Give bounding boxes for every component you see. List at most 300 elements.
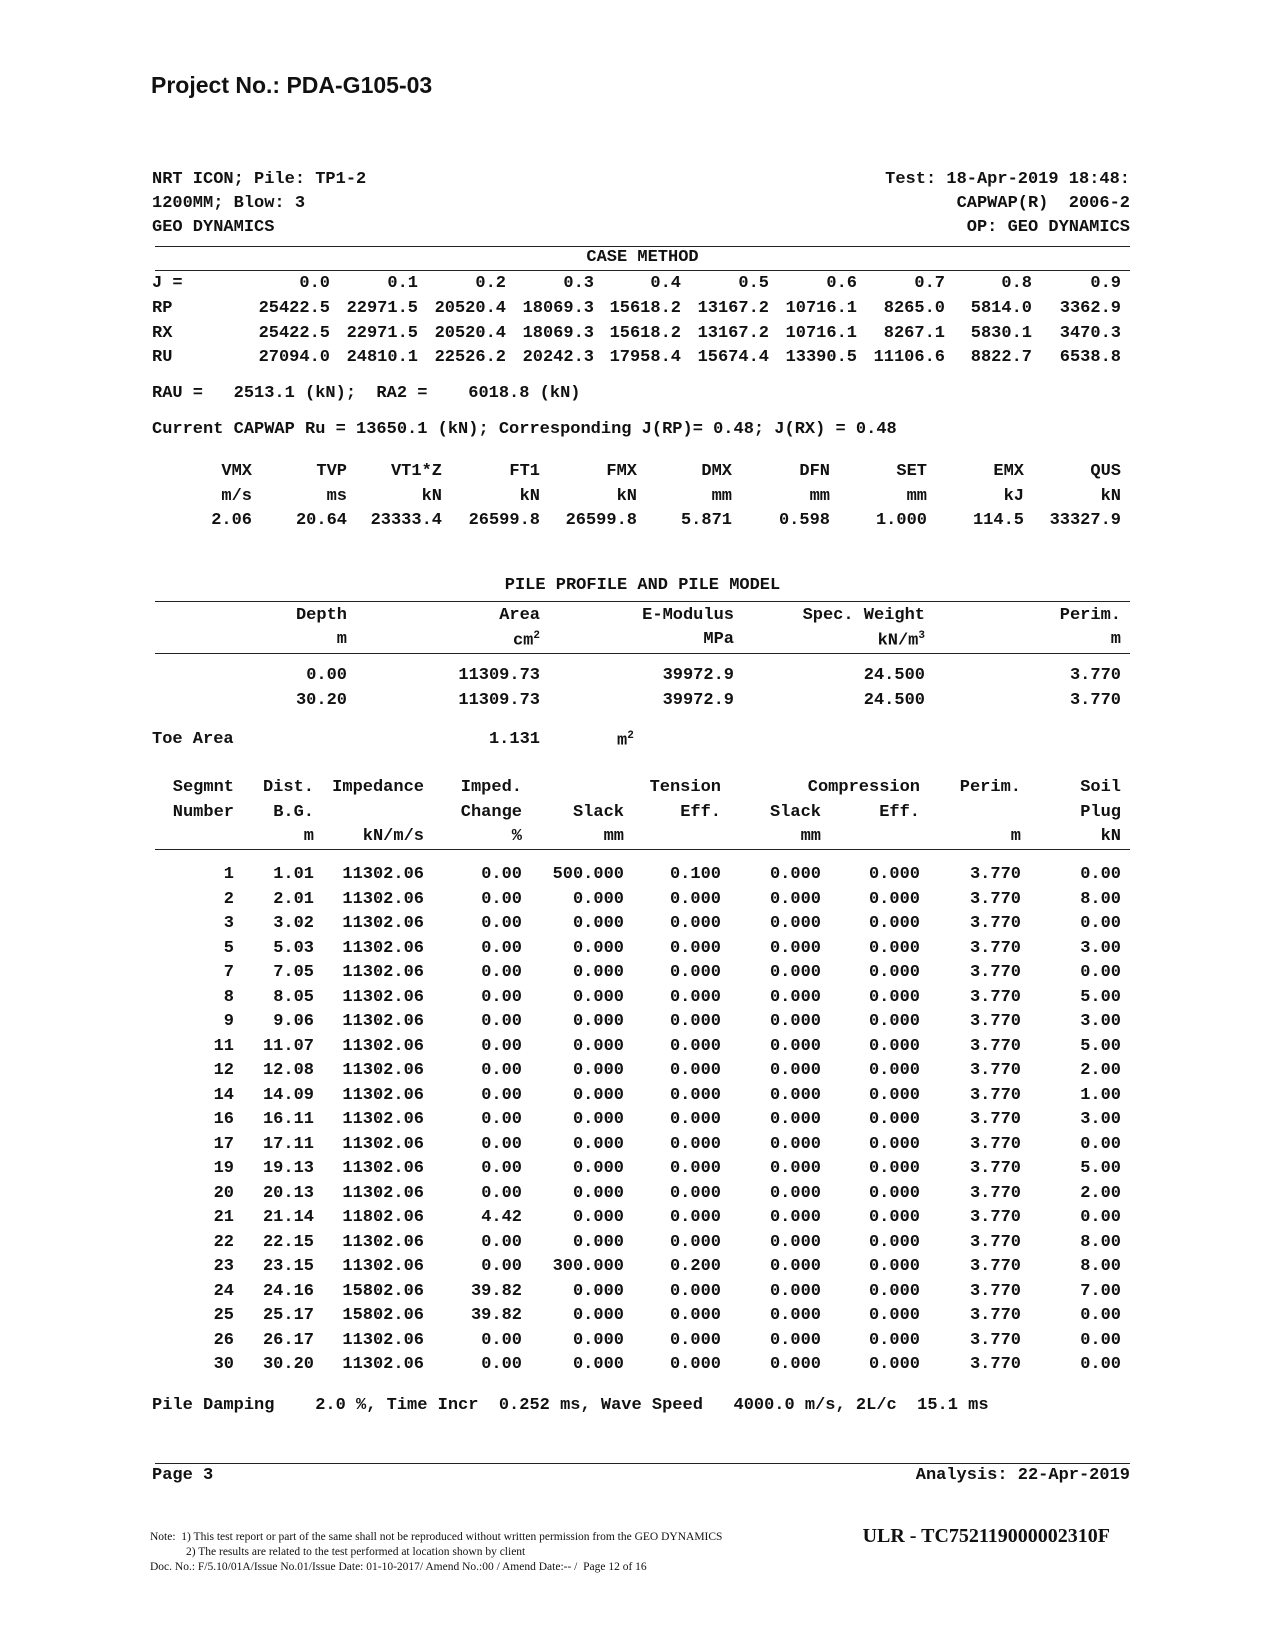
profile-header: Spec. Weight bbox=[802, 606, 925, 625]
segment-cell: 8.00 bbox=[1080, 889, 1121, 909]
profile-header: E-Modulus bbox=[642, 606, 734, 625]
segment-cell: 17.11 bbox=[262, 1134, 314, 1154]
segment-cell: 3.770 bbox=[969, 1134, 1021, 1154]
segment-cell: 0.000 bbox=[572, 1159, 624, 1178]
case-row-value: 18069.3 bbox=[522, 323, 594, 343]
case-row-label: RP bbox=[152, 299, 173, 318]
case-row-value: 10716.1 bbox=[785, 299, 857, 318]
summary-unit: kN bbox=[616, 486, 637, 506]
case-row-value: 13167.2 bbox=[697, 299, 769, 318]
segment-header: Segmnt bbox=[172, 778, 234, 797]
profile-cell: 39972.9 bbox=[662, 666, 734, 685]
case-row-value: 5830.1 bbox=[970, 323, 1032, 343]
segment-cell: 0.000 bbox=[572, 963, 624, 982]
segment-cell: 16 bbox=[213, 1110, 234, 1129]
segment-cell: 0.000 bbox=[769, 1134, 821, 1154]
segment-cell: 11302.06 bbox=[342, 1134, 424, 1154]
profile-header: Depth bbox=[295, 606, 347, 625]
segment-cell: 0.000 bbox=[868, 1110, 920, 1129]
divider bbox=[155, 653, 1130, 654]
segment-cell: 24 bbox=[213, 1281, 234, 1301]
segment-cell: 3.770 bbox=[969, 1306, 1021, 1325]
summary-unit: kN bbox=[519, 486, 540, 506]
divider bbox=[155, 1463, 1130, 1464]
segment-cell: 11302.06 bbox=[342, 938, 424, 958]
segment-cell: 0.000 bbox=[669, 1208, 721, 1227]
segment-cell: 11802.06 bbox=[342, 1208, 424, 1227]
case-row-value: 22971.5 bbox=[346, 323, 418, 343]
profile-cell: 24.500 bbox=[863, 666, 925, 685]
segment-cell: 3.00 bbox=[1080, 1110, 1121, 1129]
segment-cell: 0.00 bbox=[1080, 865, 1121, 884]
case-row-value: 10716.1 bbox=[785, 323, 857, 343]
segment-cell: 0.000 bbox=[669, 938, 721, 958]
segment-cell: 4.42 bbox=[481, 1208, 522, 1227]
segment-cell: 0.000 bbox=[868, 1355, 920, 1374]
segment-cell: 0.000 bbox=[669, 1281, 721, 1301]
segment-cell: 0.000 bbox=[669, 987, 721, 1007]
segment-cell: 0.000 bbox=[769, 1281, 821, 1301]
summary-header: DFN bbox=[799, 462, 830, 481]
segment-header: Eff. bbox=[680, 802, 721, 822]
segment-cell: 7 bbox=[223, 963, 234, 982]
note-2: 2) The results are related to the test performed at location shown by client bbox=[186, 1546, 526, 1558]
segment-cell: 19 bbox=[213, 1159, 234, 1178]
segment-cell: 0.000 bbox=[769, 1036, 821, 1056]
segment-cell: 0.000 bbox=[769, 1306, 821, 1325]
segment-cell: 0.00 bbox=[1080, 963, 1121, 982]
pile-profile-title: PILE PROFILE AND PILE MODEL bbox=[504, 576, 781, 595]
case-row-value: 20520.4 bbox=[434, 299, 506, 318]
segment-cell: 0.000 bbox=[572, 1232, 624, 1252]
header-operator: OP: GEO DYNAMICS bbox=[966, 218, 1130, 237]
segment-cell: 3.770 bbox=[969, 1036, 1021, 1056]
segment-cell: 3.770 bbox=[969, 1159, 1021, 1178]
segment-cell: 12.08 bbox=[262, 1061, 314, 1080]
segment-cell: 3.770 bbox=[969, 963, 1021, 982]
segment-cell: 1 bbox=[223, 865, 234, 884]
summary-value: 26599.8 bbox=[468, 511, 540, 530]
segment-cell: 16.11 bbox=[262, 1110, 314, 1129]
segment-cell: 0.000 bbox=[769, 1159, 821, 1178]
segment-cell: 0.00 bbox=[481, 1183, 522, 1203]
segment-cell: 0.00 bbox=[481, 865, 522, 884]
segment-cell: 5 bbox=[223, 938, 234, 958]
segment-cell: 0.00 bbox=[481, 1110, 522, 1129]
segment-cell: 0.00 bbox=[481, 914, 522, 933]
segment-cell: 0.000 bbox=[572, 914, 624, 933]
segment-cell: 3.770 bbox=[969, 1232, 1021, 1252]
segment-cell: 0.000 bbox=[572, 1110, 624, 1129]
summary-unit: kN bbox=[1100, 486, 1121, 506]
segment-cell: 3.770 bbox=[969, 914, 1021, 933]
segment-cell: 12 bbox=[213, 1061, 234, 1080]
profile-unit: MPa bbox=[703, 630, 734, 649]
case-row-value: 5814.0 bbox=[970, 299, 1032, 318]
segment-cell: 0.00 bbox=[481, 1330, 522, 1350]
segment-cell: 11302.06 bbox=[342, 987, 424, 1007]
segment-cell: 22.15 bbox=[262, 1232, 314, 1252]
case-j-value: 0.6 bbox=[826, 274, 857, 293]
segment-cell: 0.000 bbox=[669, 1232, 721, 1252]
segment-cell: 11302.06 bbox=[342, 1183, 424, 1203]
segment-cell: 3.770 bbox=[969, 1257, 1021, 1276]
segment-cell: 0.000 bbox=[572, 1061, 624, 1080]
segment-cell: 0.000 bbox=[572, 1330, 624, 1350]
segment-cell: 0.000 bbox=[669, 1134, 721, 1154]
summary-header: QUS bbox=[1090, 462, 1121, 481]
summary-unit: kN bbox=[421, 486, 442, 506]
summary-header: VMX bbox=[221, 462, 252, 481]
segment-cell: 0.000 bbox=[868, 1061, 920, 1080]
segment-header: kN bbox=[1100, 827, 1121, 846]
segment-cell: 0.00 bbox=[1080, 1355, 1121, 1374]
segment-cell: 0.000 bbox=[868, 1208, 920, 1227]
segment-cell: 9.06 bbox=[273, 1012, 314, 1031]
segment-cell: 8.05 bbox=[273, 987, 314, 1007]
summary-value: 26599.8 bbox=[565, 511, 637, 530]
segment-cell: 11302.06 bbox=[342, 1355, 424, 1374]
case-row-value: 15674.4 bbox=[697, 348, 769, 367]
segment-cell: 11302.06 bbox=[342, 889, 424, 909]
segment-header: Plug bbox=[1080, 802, 1121, 822]
segment-cell: 11302.06 bbox=[342, 963, 424, 982]
segment-cell: 0.00 bbox=[481, 1012, 522, 1031]
summary-header: FMX bbox=[606, 462, 637, 481]
case-row-value: 15618.2 bbox=[609, 299, 681, 318]
segment-header: B.G. bbox=[273, 802, 314, 822]
segment-cell: 0.00 bbox=[1080, 1306, 1121, 1325]
segment-cell: 7.00 bbox=[1080, 1281, 1121, 1301]
segment-cell: 30.20 bbox=[262, 1355, 314, 1374]
toe-area-value: 1.131 bbox=[488, 730, 540, 749]
summary-header: FT1 bbox=[509, 462, 540, 481]
segment-cell: 0.000 bbox=[669, 1012, 721, 1031]
case-row-label: RU bbox=[152, 348, 173, 367]
case-j-value: 0.5 bbox=[738, 274, 769, 293]
segment-cell: 8 bbox=[223, 987, 234, 1007]
profile-cell: 24.500 bbox=[863, 690, 925, 710]
segment-header: mm bbox=[603, 827, 624, 846]
summary-value: 33327.9 bbox=[1049, 511, 1121, 530]
segment-cell: 0.000 bbox=[769, 914, 821, 933]
segment-cell: 21 bbox=[213, 1208, 234, 1227]
segment-cell: 0.000 bbox=[669, 1159, 721, 1178]
segment-cell: 3 bbox=[223, 914, 234, 933]
segment-cell: 0.000 bbox=[669, 1306, 721, 1325]
segment-cell: 15802.06 bbox=[342, 1306, 424, 1325]
profile-unit: m bbox=[1110, 630, 1121, 649]
case-row-value: 24810.1 bbox=[346, 348, 418, 367]
segment-cell: 0.000 bbox=[769, 1257, 821, 1276]
segment-cell: 0.000 bbox=[769, 1355, 821, 1374]
segment-cell: 0.000 bbox=[868, 1012, 920, 1031]
segment-cell: 7.05 bbox=[273, 963, 314, 982]
case-row-value: 22971.5 bbox=[346, 299, 418, 318]
segment-cell: 0.000 bbox=[868, 1330, 920, 1350]
case-row-value: 8265.0 bbox=[883, 299, 945, 318]
segment-cell: 23 bbox=[213, 1257, 234, 1276]
segment-cell: 5.00 bbox=[1080, 1036, 1121, 1056]
toe-area-label: Toe Area bbox=[152, 730, 234, 749]
profile-cell: 11309.73 bbox=[458, 690, 540, 710]
segment-cell: 0.000 bbox=[769, 1061, 821, 1080]
segment-header: m bbox=[303, 827, 314, 846]
segment-cell: 3.00 bbox=[1080, 1012, 1121, 1031]
segment-cell: 0.000 bbox=[669, 1061, 721, 1080]
segment-cell: 0.000 bbox=[868, 1281, 920, 1301]
divider bbox=[155, 849, 1130, 850]
case-row-value: 18069.3 bbox=[522, 299, 594, 318]
summary-unit: mm bbox=[711, 486, 732, 506]
segment-header: m bbox=[1010, 827, 1021, 846]
summary-value: 23333.4 bbox=[370, 511, 442, 530]
segment-cell: 14 bbox=[213, 1085, 234, 1105]
segment-cell: 0.000 bbox=[769, 963, 821, 982]
segment-cell: 0.000 bbox=[669, 1085, 721, 1105]
segment-cell: 0.000 bbox=[769, 1110, 821, 1129]
case-j-value: 0.1 bbox=[387, 274, 418, 293]
segment-cell: 0.000 bbox=[572, 1306, 624, 1325]
segment-cell: 0.000 bbox=[769, 1183, 821, 1203]
segment-cell: 11302.06 bbox=[342, 1110, 424, 1129]
header-software: CAPWAP(R) 2006-2 bbox=[956, 194, 1130, 213]
summary-header: EMX bbox=[993, 462, 1024, 481]
segment-cell: 20 bbox=[213, 1183, 234, 1203]
segment-cell: 26 bbox=[213, 1330, 234, 1350]
segment-cell: 500.000 bbox=[552, 865, 624, 884]
profile-cell: 3.770 bbox=[1069, 666, 1121, 685]
segment-cell: 15802.06 bbox=[342, 1281, 424, 1301]
case-row-value: 13390.5 bbox=[785, 348, 857, 367]
segment-cell: 0.000 bbox=[669, 1110, 721, 1129]
summary-value: 5.871 bbox=[680, 511, 732, 530]
summary-header: VT1*Z bbox=[390, 462, 442, 481]
segment-cell: 0.000 bbox=[572, 1183, 624, 1203]
segment-cell: 3.770 bbox=[969, 1355, 1021, 1374]
segment-cell: 0.000 bbox=[669, 963, 721, 982]
segment-header: Slack bbox=[572, 802, 624, 822]
segment-cell: 8.00 bbox=[1080, 1257, 1121, 1276]
profile-cell: 30.20 bbox=[295, 690, 347, 710]
segment-cell: 0.000 bbox=[868, 1232, 920, 1252]
segment-cell: 8.00 bbox=[1080, 1232, 1121, 1252]
case-row-value: 27094.0 bbox=[258, 348, 330, 367]
segment-cell: 0.000 bbox=[572, 1355, 624, 1374]
summary-header: SET bbox=[896, 462, 927, 481]
profile-unit: m bbox=[336, 630, 347, 649]
summary-value: 114.5 bbox=[972, 511, 1024, 530]
segment-cell: 0.00 bbox=[481, 1355, 522, 1374]
case-row-value: 3470.3 bbox=[1059, 323, 1121, 343]
case-row-value: 6538.8 bbox=[1059, 348, 1121, 367]
segment-cell: 0.000 bbox=[669, 889, 721, 909]
segment-header: Perim. bbox=[959, 778, 1021, 797]
segment-header: Number bbox=[172, 802, 234, 822]
segment-cell: 0.000 bbox=[868, 987, 920, 1007]
segment-cell: 39.82 bbox=[470, 1281, 522, 1301]
case-row-value: 22526.2 bbox=[434, 348, 506, 367]
profile-header: Perim. bbox=[1059, 606, 1121, 625]
segment-cell: 3.00 bbox=[1080, 938, 1121, 958]
segment-cell: 3.770 bbox=[969, 1183, 1021, 1203]
case-j-value: 0.0 bbox=[299, 274, 330, 293]
segment-cell: 20.13 bbox=[262, 1183, 314, 1203]
rau-line: RAU = 2513.1 (kN); RA2 = 6018.8 (kN) bbox=[152, 384, 581, 403]
segment-cell: 3.770 bbox=[969, 1085, 1021, 1105]
summary-unit: mm bbox=[906, 486, 927, 506]
segment-cell: 0.000 bbox=[572, 889, 624, 909]
segment-cell: 25 bbox=[213, 1306, 234, 1325]
segment-cell: 5.00 bbox=[1080, 1159, 1121, 1178]
ulr-number: ULR - TC752119000002310F bbox=[862, 1525, 1110, 1547]
profile-cell: 0.00 bbox=[306, 666, 347, 685]
segment-cell: 0.000 bbox=[572, 987, 624, 1007]
segment-cell: 11302.06 bbox=[342, 1257, 424, 1276]
segment-cell: 0.000 bbox=[868, 1085, 920, 1105]
segment-cell: 0.000 bbox=[572, 1036, 624, 1056]
summary-unit: m/s bbox=[221, 486, 252, 506]
segment-cell: 0.00 bbox=[1080, 1134, 1121, 1154]
segment-cell: 0.00 bbox=[481, 987, 522, 1007]
case-j-value: 0.9 bbox=[1090, 274, 1121, 293]
header-pile: NRT ICON; Pile: TP1-2 bbox=[152, 170, 367, 189]
segment-cell: 3.02 bbox=[273, 914, 314, 933]
profile-unit: $cm^2$ bbox=[512, 630, 540, 651]
segment-cell: 3.770 bbox=[969, 1061, 1021, 1080]
project-title: Project No.: PDA-G105-03 bbox=[151, 72, 433, 98]
case-row-value: 20520.4 bbox=[434, 323, 506, 343]
summary-header: TVP bbox=[316, 462, 347, 481]
toe-area-unit: $m^2$ bbox=[617, 730, 634, 751]
case-j-label: J = bbox=[152, 274, 183, 293]
segment-cell: 17 bbox=[213, 1134, 234, 1154]
divider bbox=[155, 270, 1130, 271]
segment-cell: 0.000 bbox=[669, 914, 721, 933]
segment-cell: 0.000 bbox=[868, 938, 920, 958]
segment-cell: 0.00 bbox=[481, 1257, 522, 1276]
case-row-value: 8267.1 bbox=[883, 323, 945, 343]
current-capwap-line: Current CAPWAP Ru = 13650.1 (kN); Corresponding J(RP)= 0.48; J(RX) = 0.48 bbox=[152, 420, 897, 439]
segment-cell: 0.000 bbox=[769, 1232, 821, 1252]
segment-cell: 0.000 bbox=[868, 865, 920, 884]
case-row-value: 25422.5 bbox=[258, 299, 330, 318]
segment-header: Imped. bbox=[460, 778, 522, 797]
segment-cell: 0.00 bbox=[481, 938, 522, 958]
segment-cell: 11302.06 bbox=[342, 1085, 424, 1105]
case-row-value: 11106.6 bbox=[873, 348, 945, 367]
segment-cell: 0.000 bbox=[769, 1085, 821, 1105]
segment-cell: 0.000 bbox=[868, 889, 920, 909]
segment-cell: 0.000 bbox=[769, 987, 821, 1007]
case-j-value: 0.2 bbox=[475, 274, 506, 293]
segment-cell: 14.09 bbox=[262, 1085, 314, 1105]
segment-cell: 11302.06 bbox=[342, 1330, 424, 1350]
summary-header: DMX bbox=[701, 462, 732, 481]
case-row-value: 20242.3 bbox=[522, 348, 594, 367]
segment-cell: 0.000 bbox=[669, 1355, 721, 1374]
profile-cell: 11309.73 bbox=[458, 666, 540, 685]
segment-cell: 0.00 bbox=[481, 1232, 522, 1252]
header-test-date: Test: 18-Apr-2019 18:48: bbox=[885, 170, 1130, 189]
segment-header: Dist. bbox=[262, 778, 314, 797]
segment-cell: 0.000 bbox=[572, 1085, 624, 1105]
segment-cell: 0.00 bbox=[481, 1036, 522, 1056]
summary-unit: ms bbox=[326, 486, 347, 506]
profile-cell: 3.770 bbox=[1069, 690, 1121, 710]
summary-value: 0.598 bbox=[778, 511, 830, 530]
segment-cell: 11302.06 bbox=[342, 1036, 424, 1056]
segment-cell: 5.03 bbox=[273, 938, 314, 958]
header-blow: 1200MM; Blow: 3 bbox=[152, 194, 306, 213]
note-1: Note: 1) This test report or part of the same shall not be reproduced without written permission from the GEO DYNAMICS bbox=[150, 1531, 723, 1543]
divider bbox=[155, 601, 1130, 602]
profile-cell: 39972.9 bbox=[662, 690, 734, 710]
segment-cell: 0.200 bbox=[669, 1257, 721, 1276]
segment-cell: 0.00 bbox=[1080, 914, 1121, 933]
segment-cell: 0.00 bbox=[1080, 1208, 1121, 1227]
segment-cell: 0.000 bbox=[769, 938, 821, 958]
case-row-label: RX bbox=[152, 323, 173, 343]
segment-cell: 0.00 bbox=[1080, 1330, 1121, 1350]
case-method-title: CASE METHOD bbox=[586, 248, 699, 267]
segment-cell: 0.000 bbox=[868, 1036, 920, 1056]
analysis-date: Analysis: 22-Apr-2019 bbox=[915, 1466, 1130, 1485]
segment-cell: 0.000 bbox=[769, 1330, 821, 1350]
case-row-value: 3362.9 bbox=[1059, 299, 1121, 318]
segment-cell: 26.17 bbox=[262, 1330, 314, 1350]
segment-cell: 0.00 bbox=[481, 963, 522, 982]
segment-cell: 1.00 bbox=[1080, 1085, 1121, 1105]
case-row-value: 8822.7 bbox=[970, 348, 1032, 367]
segment-cell: 0.000 bbox=[868, 1159, 920, 1178]
segment-cell: 3.770 bbox=[969, 865, 1021, 884]
profile-unit: $kN/m^3$ bbox=[877, 630, 925, 651]
segment-cell: 0.000 bbox=[769, 865, 821, 884]
divider bbox=[155, 246, 1130, 247]
segment-cell: 0.00 bbox=[481, 1061, 522, 1080]
segment-cell: 0.100 bbox=[669, 865, 721, 884]
segment-cell: 2 bbox=[223, 889, 234, 909]
segment-cell: 24.16 bbox=[262, 1281, 314, 1301]
case-row-value: 17958.4 bbox=[609, 348, 681, 367]
segment-header: Soil bbox=[1080, 778, 1121, 797]
segment-cell: 11302.06 bbox=[342, 1061, 424, 1080]
segment-cell: 0.00 bbox=[481, 1134, 522, 1154]
profile-header: Area bbox=[499, 606, 540, 625]
segment-cell: 2.00 bbox=[1080, 1061, 1121, 1080]
segment-header: Change bbox=[460, 802, 522, 822]
case-j-value: 0.7 bbox=[914, 274, 945, 293]
summary-unit: kJ bbox=[1003, 486, 1024, 506]
segment-cell: 30 bbox=[213, 1355, 234, 1374]
segment-cell: 0.000 bbox=[868, 1134, 920, 1154]
segment-cell: 3.770 bbox=[969, 1110, 1021, 1129]
segment-cell: 0.00 bbox=[481, 1085, 522, 1105]
segment-cell: 3.770 bbox=[969, 987, 1021, 1007]
segment-cell: 5.00 bbox=[1080, 987, 1121, 1007]
segment-cell: 300.000 bbox=[552, 1257, 624, 1276]
summary-unit: mm bbox=[809, 486, 830, 506]
segment-cell: 0.000 bbox=[868, 1306, 920, 1325]
segment-cell: 39.82 bbox=[470, 1306, 522, 1325]
page-number: Page 3 bbox=[152, 1466, 214, 1485]
segment-cell: 0.000 bbox=[868, 1257, 920, 1276]
segment-cell: 22 bbox=[213, 1232, 234, 1252]
segment-cell: 3.770 bbox=[969, 1330, 1021, 1350]
segment-cell: 0.000 bbox=[769, 1012, 821, 1031]
segment-header: Tension bbox=[649, 778, 721, 797]
